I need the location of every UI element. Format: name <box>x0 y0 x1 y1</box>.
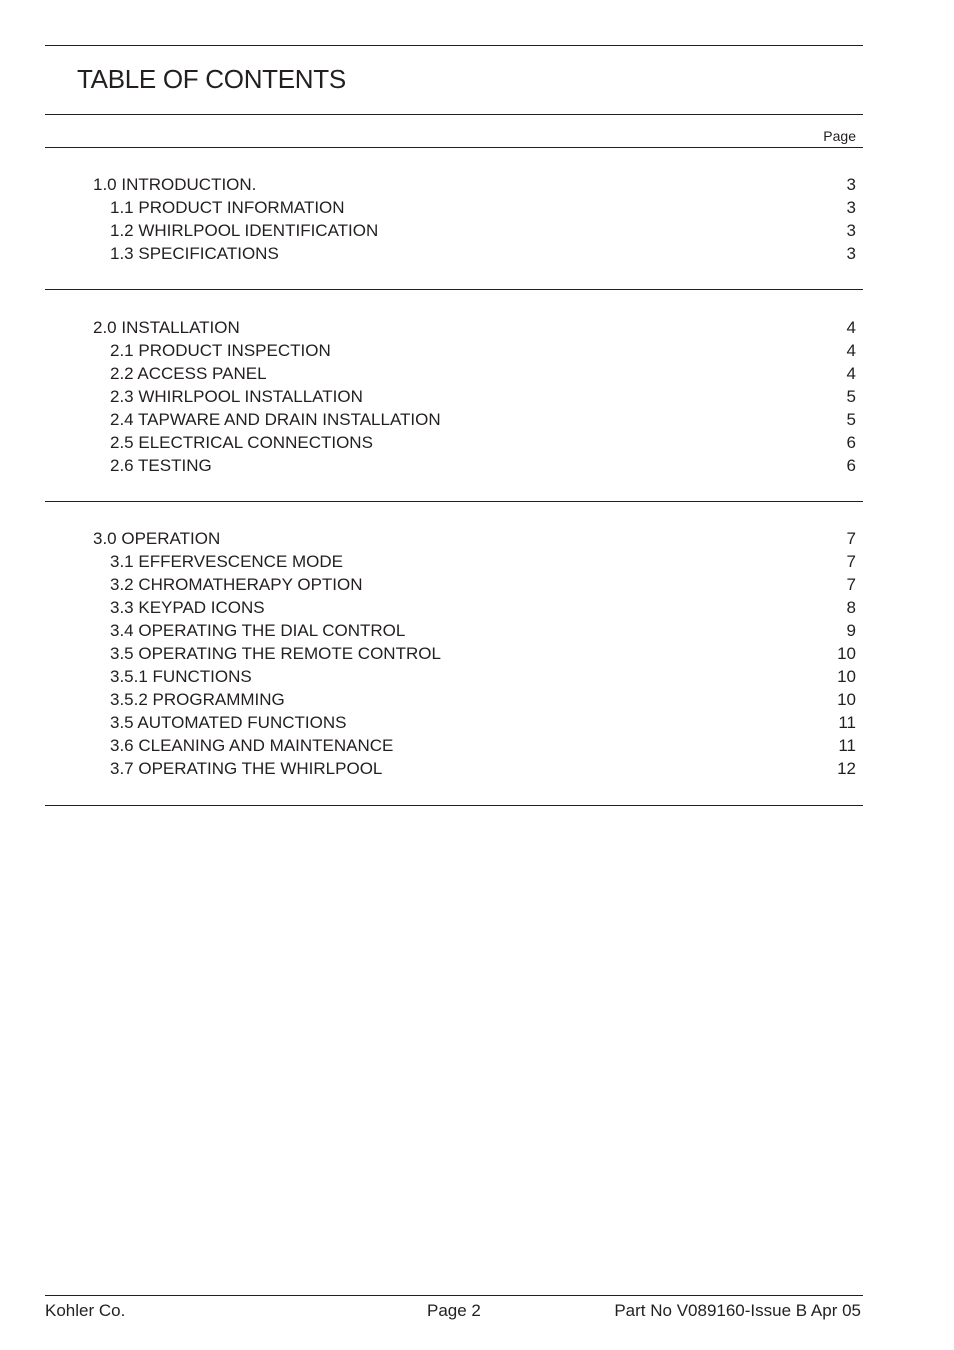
toc-entry[interactable] <box>0 550 954 573</box>
toc-entry-label: 3.3 KEYPAD ICONS <box>110 598 265 617</box>
toc-entry-label: 3.7 OPERATING THE WHIRLPOOL <box>110 759 383 778</box>
toc-entry-label: 3.6 CLEANING AND MAINTENANCE <box>110 736 394 755</box>
toc-entry-page: 12 <box>837 759 856 778</box>
title-rule <box>45 114 863 115</box>
toc-entry-page: 3 <box>846 221 856 240</box>
toc-entry-label: 2.1 PRODUCT INSPECTION <box>110 341 331 360</box>
toc-entry[interactable] <box>0 688 954 711</box>
header-rule <box>45 147 863 148</box>
toc-entry-page: 4 <box>846 318 856 337</box>
toc-entry-page: 4 <box>846 341 856 360</box>
toc-entry-page: 3 <box>846 198 856 217</box>
toc-entry-label: 2.2 ACCESS PANEL <box>110 364 267 383</box>
toc-entry[interactable] <box>0 734 954 757</box>
toc-entry-page: 6 <box>846 456 856 475</box>
toc-entry-page: 8 <box>846 598 856 617</box>
section-divider <box>45 805 863 806</box>
toc-entry-page: 7 <box>846 529 856 548</box>
toc-entry[interactable] <box>0 219 954 242</box>
toc-entry-page: 10 <box>837 644 856 663</box>
toc-entry[interactable] <box>0 454 954 477</box>
footer-rule <box>45 1295 863 1296</box>
toc-entry-label: 3.5.1 FUNCTIONS <box>110 667 252 686</box>
toc-entry-page: 4 <box>846 364 856 383</box>
toc-entry[interactable] <box>0 385 954 408</box>
toc-entry[interactable] <box>0 665 954 688</box>
toc-entry-page: 6 <box>846 433 856 452</box>
toc-entry[interactable] <box>0 596 954 619</box>
toc-entry[interactable] <box>0 196 954 219</box>
top-rule <box>45 45 863 46</box>
toc-entry-label: 1.3 SPECIFICATIONS <box>110 244 279 263</box>
toc-entry-page: 7 <box>846 552 856 571</box>
footer-page-number: Page 2 <box>427 1301 481 1320</box>
toc-entry-label: 1.2 WHIRLPOOL IDENTIFICATION <box>110 221 379 240</box>
toc-entry[interactable] <box>0 362 954 385</box>
toc-entry-label: 3.5 AUTOMATED FUNCTIONS <box>110 713 347 732</box>
toc-entry-label: 3.2 CHROMATHERAPY OPTION <box>110 575 363 594</box>
section-divider <box>45 289 863 290</box>
toc-entry[interactable] <box>0 431 954 454</box>
toc-entry-label: 2.5 ELECTRICAL CONNECTIONS <box>110 433 373 452</box>
toc-entry[interactable] <box>0 642 954 665</box>
toc-entry-page: 5 <box>846 387 856 406</box>
section-divider <box>45 501 863 502</box>
toc-entry-page: 10 <box>837 667 856 686</box>
toc-entry-label: 3.0 OPERATION <box>93 529 221 548</box>
toc-entry[interactable] <box>0 619 954 642</box>
page-title: TABLE OF CONTENTS <box>77 64 346 94</box>
toc-entry-page: 5 <box>846 410 856 429</box>
page-column-header: Page <box>823 128 856 144</box>
toc-entry-page: 3 <box>846 175 856 194</box>
toc-entry-label: 3.1 EFFERVESCENCE MODE <box>110 552 344 571</box>
toc-entry-label: 3.5 OPERATING THE REMOTE CONTROL <box>110 644 441 663</box>
toc-entry-page: 10 <box>837 690 856 709</box>
toc-entry-page: 11 <box>838 736 856 755</box>
toc-entry-label: 2.6 TESTING <box>110 456 212 475</box>
toc-entry-label: 2.3 WHIRLPOOL INSTALLATION <box>110 387 363 406</box>
toc-entry-label: 3.5.2 PROGRAMMING <box>110 690 285 709</box>
toc-entry[interactable] <box>0 339 954 362</box>
toc-entry-page: 11 <box>838 713 856 732</box>
toc-entry[interactable] <box>0 711 954 734</box>
toc-entry[interactable] <box>0 408 954 431</box>
footer-company: Kohler Co. <box>45 1301 126 1320</box>
footer-part-number: Part No V089160-Issue B Apr 05 <box>614 1301 861 1320</box>
toc-entry-label: 1.0 INTRODUCTION. <box>93 175 257 194</box>
toc-entry-page: 3 <box>846 244 856 263</box>
toc-entry-label: 2.0 INSTALLATION <box>93 318 240 337</box>
toc-entry-label: 3.4 OPERATING THE DIAL CONTROL <box>110 621 406 640</box>
toc-entry[interactable] <box>0 757 954 780</box>
toc-entry[interactable] <box>0 242 954 265</box>
toc-entry[interactable] <box>0 573 954 596</box>
toc-entry[interactable] <box>0 527 954 550</box>
toc-entry[interactable] <box>0 173 954 196</box>
toc-entry-label: 2.4 TAPWARE AND DRAIN INSTALLATION <box>110 410 441 429</box>
toc-entry-page: 9 <box>846 621 856 640</box>
toc-entry-page: 7 <box>846 575 856 594</box>
toc-entry[interactable] <box>0 316 954 339</box>
toc-entry-label: 1.1 PRODUCT INFORMATION <box>110 198 345 217</box>
